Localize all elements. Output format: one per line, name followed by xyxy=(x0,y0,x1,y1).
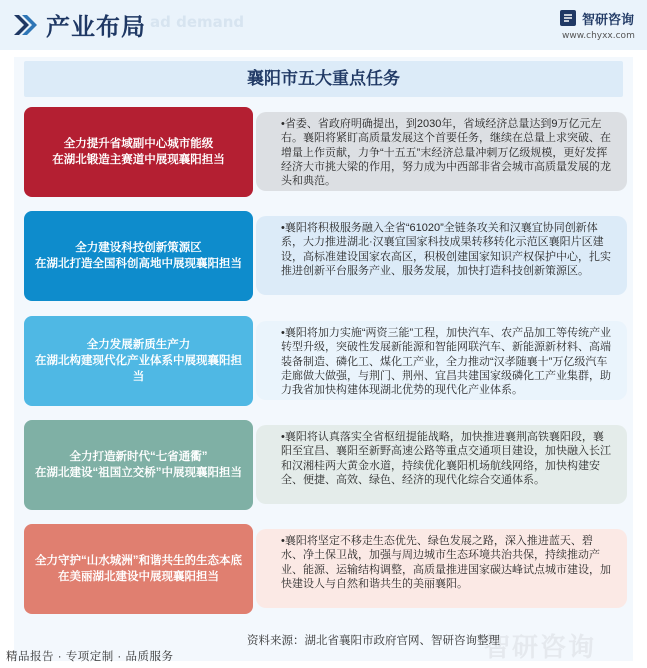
task-label-line1: 全力发展新质生产力 xyxy=(86,339,191,351)
header-ghost-text: ad demand xyxy=(150,13,245,31)
task-label xyxy=(24,316,253,406)
task-description: •襄阳将认真落实全省枢纽提能战略，加快推进襄荆高铁襄阳段，襄阳至宜昌、襄阳至新野高速公路等重点交通项目建设，加快融入长江和汉湘桂两大黄金水道，持续优化襄阳机场航线网络，加快构建安全、便捷、高效、绿色、经济的现代化综合交通体系。 xyxy=(281,431,611,486)
task-label-line2: 在美丽湖北建设中展现襄阳担当 xyxy=(58,571,219,583)
header-bar xyxy=(0,0,647,50)
task-label-line1: 全力打造新时代“七省通衢” xyxy=(69,451,208,463)
task-row-2 xyxy=(14,211,633,301)
footer xyxy=(0,635,647,668)
brand-url: www.chyxx.com xyxy=(562,31,635,41)
task-label-line1: 全力提升省域副中心城市能级 xyxy=(63,138,214,150)
task-label-line2: 在湖北打造全国科创高地中展现襄阳担当 xyxy=(35,258,242,270)
task-row-4 xyxy=(14,420,633,510)
task-description: •省委、省政府明确提出，到2030年，省域经济总量达到9万亿元左右。襄阳将紧盯高质量发展这个首要任务，继续在总量上求突破、在增量上作贡献，力争“十五五”末经济总量冲刺万亿级规模，更好发挥经济大市挑大梁的作用，努力成为中西部非省会城市高质量发展的龙头和典范。 xyxy=(281,118,611,188)
brand-logo-icon xyxy=(560,10,576,26)
task-label-line2: 在湖北建设“祖国立交桥”中展现襄阳担当 xyxy=(35,467,242,479)
task-description: •襄阳将坚定不移走生态优先、绿色发展之路，深入推进蓝天、碧水、净土保卫战，加强与周边城市生态环境共治共保，持续推动产业、能源、运输结构调整，高质量推进国家碳达峰试点城市建设，加快建设人与自然和谐共生的美丽襄阳。 xyxy=(281,535,611,590)
brand-block xyxy=(560,9,640,43)
task-label xyxy=(24,524,253,614)
task-label-line2: 在湖北锻造主赛道中展现襄阳担当 xyxy=(52,154,225,166)
panel-title: 襄阳市五大重点任务 xyxy=(24,61,623,97)
task-description: •襄阳将积极服务融入全省“61020”全链条攻关和汉襄宜协同创新体系，大力推进湖北·汉襄宜国家科技成果转移转化示范区襄阳片区建设，高标准建设国家农高区，积极创建国家知识产权保护中心，扎实推进创新平台服务产业、服务发展，加快打造科技创新策源区。 xyxy=(281,222,611,277)
task-label xyxy=(24,420,253,510)
task-label xyxy=(24,211,253,301)
task-label xyxy=(24,107,253,197)
brand-name: 智研咨询 xyxy=(582,13,635,28)
page-title: 产业布局 xyxy=(46,13,146,41)
task-label-line2: 在湖北构建现代化产业体系中展现襄阳担当 xyxy=(35,355,242,383)
task-description-box xyxy=(256,529,627,608)
services-tagline: 精品报告 · 专项定制 · 品质服务 xyxy=(6,651,174,663)
task-row-5 xyxy=(14,524,633,614)
task-description-box xyxy=(256,321,627,400)
double-arrow-icon xyxy=(12,12,38,38)
task-row-3 xyxy=(14,316,633,406)
task-label-line1: 全力建设科技创新策源区 xyxy=(75,242,202,254)
source-note: 资料来源：湖北省襄阳市政府官网、智研咨询整理 xyxy=(247,635,500,647)
tasks-panel xyxy=(14,57,633,661)
task-description-box xyxy=(256,216,627,295)
task-row-1 xyxy=(14,107,633,197)
task-description: •襄阳将加力实施“两资三能”工程，加快汽车、农产品加工等传统产业转型升级，突破性发展新能源和智能网联汽车、新能源新材料、高端装备制造、磷化工、煤化工产业，全力推动“汉孝随襄十”万亿级汽车走廊做大做强，与荆门、荆州、宜昌共建国家级磷化工产业集群，助力我省加快构建体现湖北优势的现代化产业体系。 xyxy=(281,327,612,397)
task-description-box xyxy=(256,425,627,504)
task-label-line1: 全力守护“山水城洲”和谐共生的生态本底 xyxy=(35,555,242,567)
task-description-box xyxy=(256,112,627,191)
watermark: 智研咨询 xyxy=(484,633,597,663)
